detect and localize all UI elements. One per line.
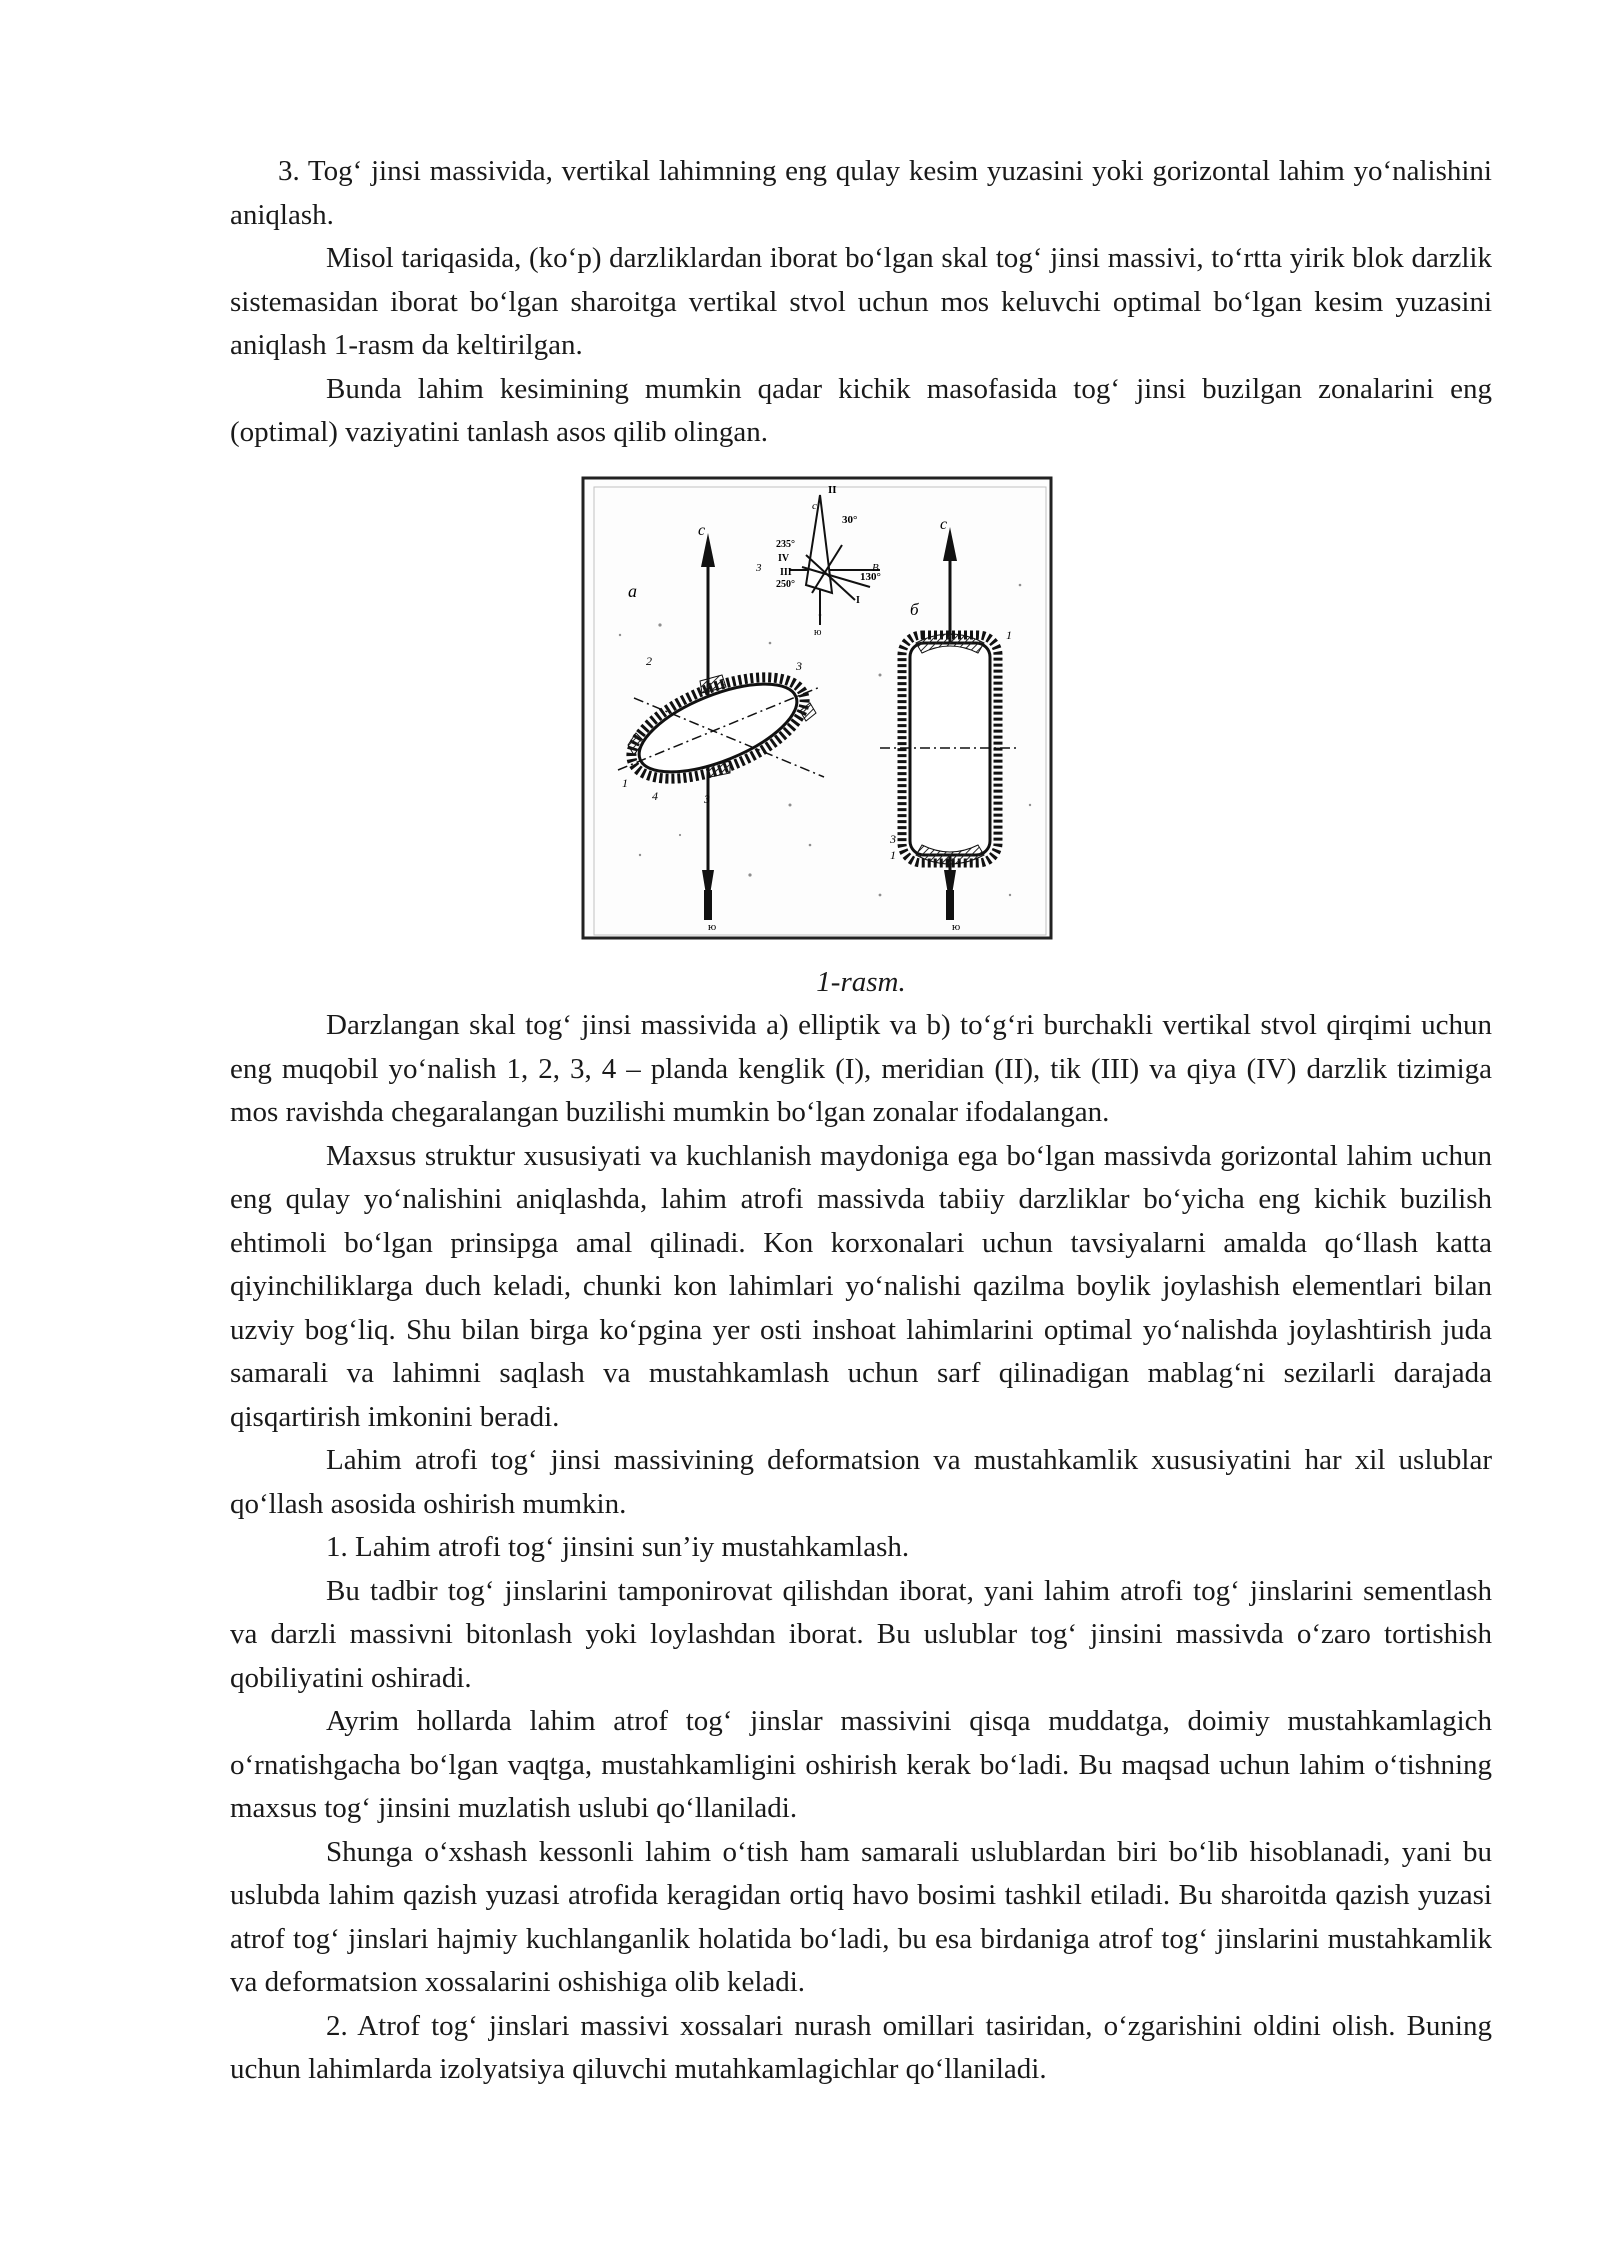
paragraph-methods-intro: Lahim atrofi tog‘ jinsi massivining deformatsion va mustahkamlik xususiyatini har xil uslublar qo‘llash asosida oshirish mumkin. — [230, 1444, 1492, 1520]
label-rose-IV: IV — [778, 552, 790, 564]
label-rose-B: B — [872, 561, 879, 574]
paragraph-example: Misol tariqasida, (ko‘p) darzliklardan iborat bo‘lgan skal tog‘ jinsi massivi, to‘rtta yirik blok darzlik sistemasidan iborat bo‘lgan sharoitga vertikal stvol uchun mos keluvchi optimal bo‘lgan kesim yuzasini aniqlash 1-rasm da keltirilgan. — [230, 242, 1492, 361]
label-n5: 1 — [1006, 627, 1012, 642]
paragraph-heading-3: 3. Tog‘ jinsi massivida, vertikal lahimning eng qulay kesim yuzasini yoki gorizontal lahim yo‘nalishini aniqlash. — [230, 155, 1492, 231]
label-south-right: ю — [952, 920, 961, 933]
label-rose-3: 3 — [756, 561, 762, 574]
label-rose-angle2: 130° — [860, 570, 881, 583]
paragraph-horizontal-direction: Maxsus struktur xususiyati va kuchlanish maydoniga ega bo‘lgan massivda gorizontal lahim uchun eng qulay yo‘nalishini aniqlashda, lahim atrofi massivda tabiiy darzliklar bo‘yicha eng kichik buzilish ehtimoli bo‘lgan prinsipga amal qilinadi. Kon korxonalari uchun tavsiyalarni amalda qo‘llash katta qiyinchiliklarga duch keladi, chunki kon lahimlari yo‘nalishi qazilma boylik joylashish elementlari bilan uzviy bog‘liq. Shu bilan birga ko‘pgina yer osti inshoat lahimlarini optimal yo‘nalishda joylashtirish juda samarali va lahimni saqlash va mustahkamlash uchun sarf qilinadigan mablag‘ni sezilarli darajada qisqartirish imkonini beradi. — [230, 1139, 1492, 1433]
label-rose-s: ю — [814, 626, 822, 638]
paragraph-basis: Bunda lahim kesimining mumkin qadar kichik masofasida tog‘ jinsi buzilgan zonalarini eng (optimal) vaziyatini tanlash asos qilib olingan. — [230, 372, 1492, 448]
paragraph-figure-description: Darzlangan skal tog‘ jinsi massivida a) elliptik va b) to‘g‘ri burchakli vertikal stvol qirqimi uchun eng muqobil yo‘nalish 1, 2, 3, 4 – planda kenglik (I), meridian (II), tik (III) va qiya (IV) darzlik tizimiga mos ravishda chegaralangan buzilishi mumkin bo‘lgan zonalar ifodalangan. — [230, 1009, 1492, 1128]
label-south-left: ю — [708, 920, 717, 933]
paragraph-tamponing: Bu tadbir tog‘ jinslarini tamponirovat qilishdan iborat, yani lahim atrofi tog‘ jinslarini sementlash va darzli massivni bitonlash yoki loylashdan iborat. Bu uslublar tog‘ jinsini massivda o‘zaro tortishish qobiliyatini oshiradi. — [230, 1574, 1492, 1694]
label-n6: 3 — [796, 658, 802, 673]
label-rose-II: II — [828, 483, 837, 496]
figure-1 — [580, 475, 1055, 955]
label-north-left: c — [698, 521, 706, 539]
label-n8: 1 — [890, 847, 896, 862]
paragraph-caisson: Shunga o‘xshash kessonli lahim o‘tish ham samarali uslublardan biri bo‘lib hisoblanadi, yani bu uslubda lahim qazish yuzasi atrofida keragidan ortiq havo bosimi tashkil etiladi. Bu sharoitda qazish yuzasi atrof tog‘ jinslari hajmiy kuchlanganlik holatida bo‘ladi, bu esa birdaniga atrof tog‘ jinslarini mustahkamlik va deformatsion xossalarini oshishiga olib keladi. — [230, 1835, 1492, 1998]
label-a: a — [628, 580, 637, 601]
label-n3: 3 — [704, 791, 710, 806]
figure-caption: 1-rasm. — [816, 965, 906, 998]
list-item-2: 2. Atrof tog‘ jinslari massivi xossalari nurash omillari tasiridan, o‘zgarishini oldini olish. Buning uchun lahimlarda izolyatsiya qiluvchi mutahkamlagichlar qo‘llaniladi. — [230, 2009, 1492, 2085]
label-n4: 4 — [652, 788, 658, 803]
label-n2: 2 — [646, 653, 652, 668]
label-rose-north: c — [812, 499, 817, 512]
document-page — [230, 150, 1492, 2092]
figure-1-drawing — [580, 475, 1055, 955]
label-rose-I: I — [856, 594, 860, 606]
label-rose-angle4: 250° — [776, 578, 795, 590]
label-n7: 3 — [890, 831, 896, 846]
label-n1: 1 — [622, 775, 628, 790]
list-item-1: 1. Lahim atrofi tog‘ jinsini sun’iy mustahkamlash. — [326, 1531, 910, 1563]
label-rose-III: III — [780, 566, 792, 578]
label-rose-angle3: 235° — [776, 538, 795, 550]
label-b: б — [910, 599, 919, 619]
label-rose-angle1: 30° — [842, 513, 858, 526]
label-north-right: c — [940, 515, 948, 533]
paragraph-freezing: Ayrim hollarda lahim atrof tog‘ jinslar massivini qisqa muddatga, doimiy mustahkamlagich o‘rnatishgacha bo‘lgan vaqtga, mustahkamligini oshirish kerak bo‘ladi. Bu maqsad uchun lahim o‘tishning maxsus tog‘ jinsini muzlatish uslubi qo‘llaniladi. — [230, 1705, 1492, 1824]
